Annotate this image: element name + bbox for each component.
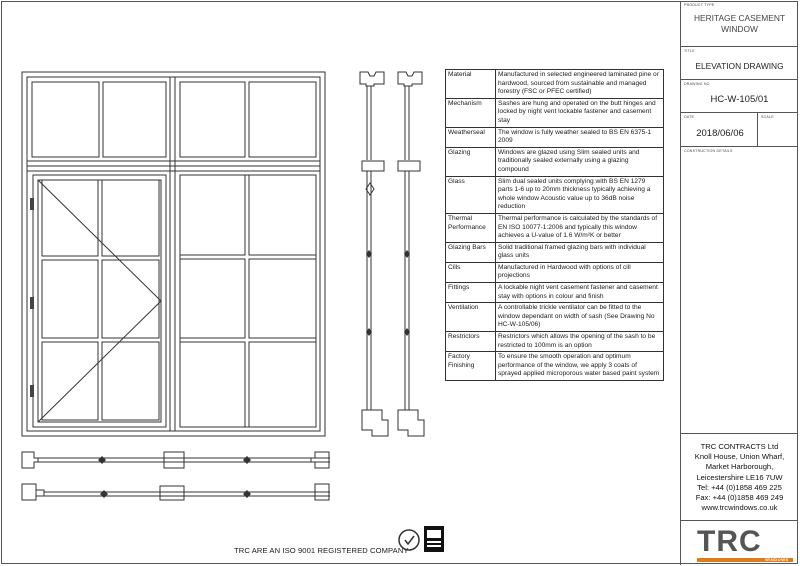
spec-key: Restrictors (446, 332, 496, 352)
vertical-section-left (360, 72, 388, 436)
spec-key: Weatherseal (446, 127, 496, 147)
spec-key: Mechanism (446, 98, 496, 127)
spec-row (446, 283, 664, 303)
spec-row (446, 262, 664, 282)
certification-mark-icon (398, 522, 448, 558)
spec-value: Restrictors which allows the opening of the sash to be restricted to 100mm is an option (496, 332, 664, 352)
spec-value: Manufactured in Hardwood with options of cill projections (496, 262, 664, 282)
spec-row (446, 332, 664, 352)
spec-key: Glazing Bars (446, 242, 496, 262)
spec-row (446, 213, 664, 242)
company-address-3: Leicestershire LE16 7UW (696, 472, 783, 482)
spec-row (446, 303, 664, 332)
construction-details-cell: CONSTRUCTION DETAILS (684, 149, 733, 153)
drawing-number: HC-W-105/01 (710, 94, 769, 105)
spec-key: Ventilation (446, 303, 496, 332)
spec-value: The window is fully weather sealed to BS EN 6375-1 2009 (496, 127, 664, 147)
title-block (680, 1, 798, 565)
horizontal-section-top (22, 452, 330, 468)
company-name: TRC CONTRACTS Ltd (700, 442, 779, 451)
spec-key: Material (446, 70, 496, 99)
company-fax: Fax: +44 (0)1858 469 249 (695, 493, 784, 503)
spec-row (446, 127, 664, 147)
company-address-1: Knoll House, Union Wharf, (694, 452, 785, 462)
window-elevation (22, 72, 325, 436)
iso-registration-text: TRC ARE AN ISO 9001 REGISTERED COMPANY (234, 546, 409, 555)
product-type-cell: PRODUCT TYPE HERITAGE CASEMENT WINDOW (681, 1, 798, 47)
spec-key: Cills (446, 262, 496, 282)
spec-value: A lockable night vent casement fastener and casement stay with options in colour and finish (496, 283, 664, 303)
spec-row (446, 176, 664, 213)
spec-value: Manufactured in selected engineered laminated pine or hardwood, sourced from sustainable and managed forestry (FSC or PFEC certified) (496, 70, 664, 99)
specification-table (445, 69, 664, 381)
spec-value: Solid traditional framed glazing bars with individual glass units (496, 242, 664, 262)
title-cell: TITLE ELEVATION DRAWING (681, 47, 798, 80)
date-scale-cell: DATE SCALE 2018/06/06 (681, 113, 798, 147)
vertical-section-right (398, 72, 424, 436)
spec-row (446, 98, 664, 127)
horizontal-section-bottom (22, 484, 330, 500)
drawing-title: ELEVATION DRAWING (695, 61, 784, 71)
spec-row (446, 352, 664, 381)
company-details (681, 442, 798, 513)
drawing-number-cell: DRAWING NO HC-W-105/01 (681, 80, 798, 113)
company-logo: TRC WINDOWS (681, 520, 798, 566)
spec-key: Glazing (446, 147, 496, 176)
spec-row (446, 70, 664, 99)
spec-key: Thermal Performance (446, 213, 496, 242)
spec-key: Glass (446, 176, 496, 213)
spec-value: Slim dual sealed units complying with BS EN 1279 parts 1-6 up to 20mm thickness typically achieving a whole window Acoustic value up to 36dB noise reduction (496, 176, 664, 213)
company-website: www.trcwindows.co.uk (701, 503, 778, 513)
spec-key: Fittings (446, 283, 496, 303)
product-type-value: HERITAGE CASEMENT WINDOW (693, 13, 786, 34)
spec-row (446, 147, 664, 176)
spec-key: Factory Finishing (446, 352, 496, 381)
drawing-date: 2018/06/06 (696, 128, 744, 139)
company-tel: Tel: +44 (0)1858 469 225 (697, 482, 782, 492)
spec-value: A controllable trickle ventilator can be fitted to the window dependant on width of sash (See Drawing No HC-W-105/06) (496, 303, 664, 332)
spec-value: Sashes are hung and operated on the butt hinges and locked by night vent lockable fastener and casement stay (496, 98, 664, 127)
spec-value: To ensure the smooth operation and optimum performance of the window, we apply 3 coats of sprayed applied microporous water based paint system (496, 352, 664, 381)
spec-value: Thermal performance is calculated by the standards of EN ISO 10077-1:2006 and typically this window achieves a U-value of 1.6 W/m²K or better (496, 213, 664, 242)
spec-value: Windows are glazed using Slim sealed units and traditionally sealed externally using a glazing compound (496, 147, 664, 176)
company-address-2: Market Harborough, (705, 462, 774, 472)
spec-row (446, 242, 664, 262)
